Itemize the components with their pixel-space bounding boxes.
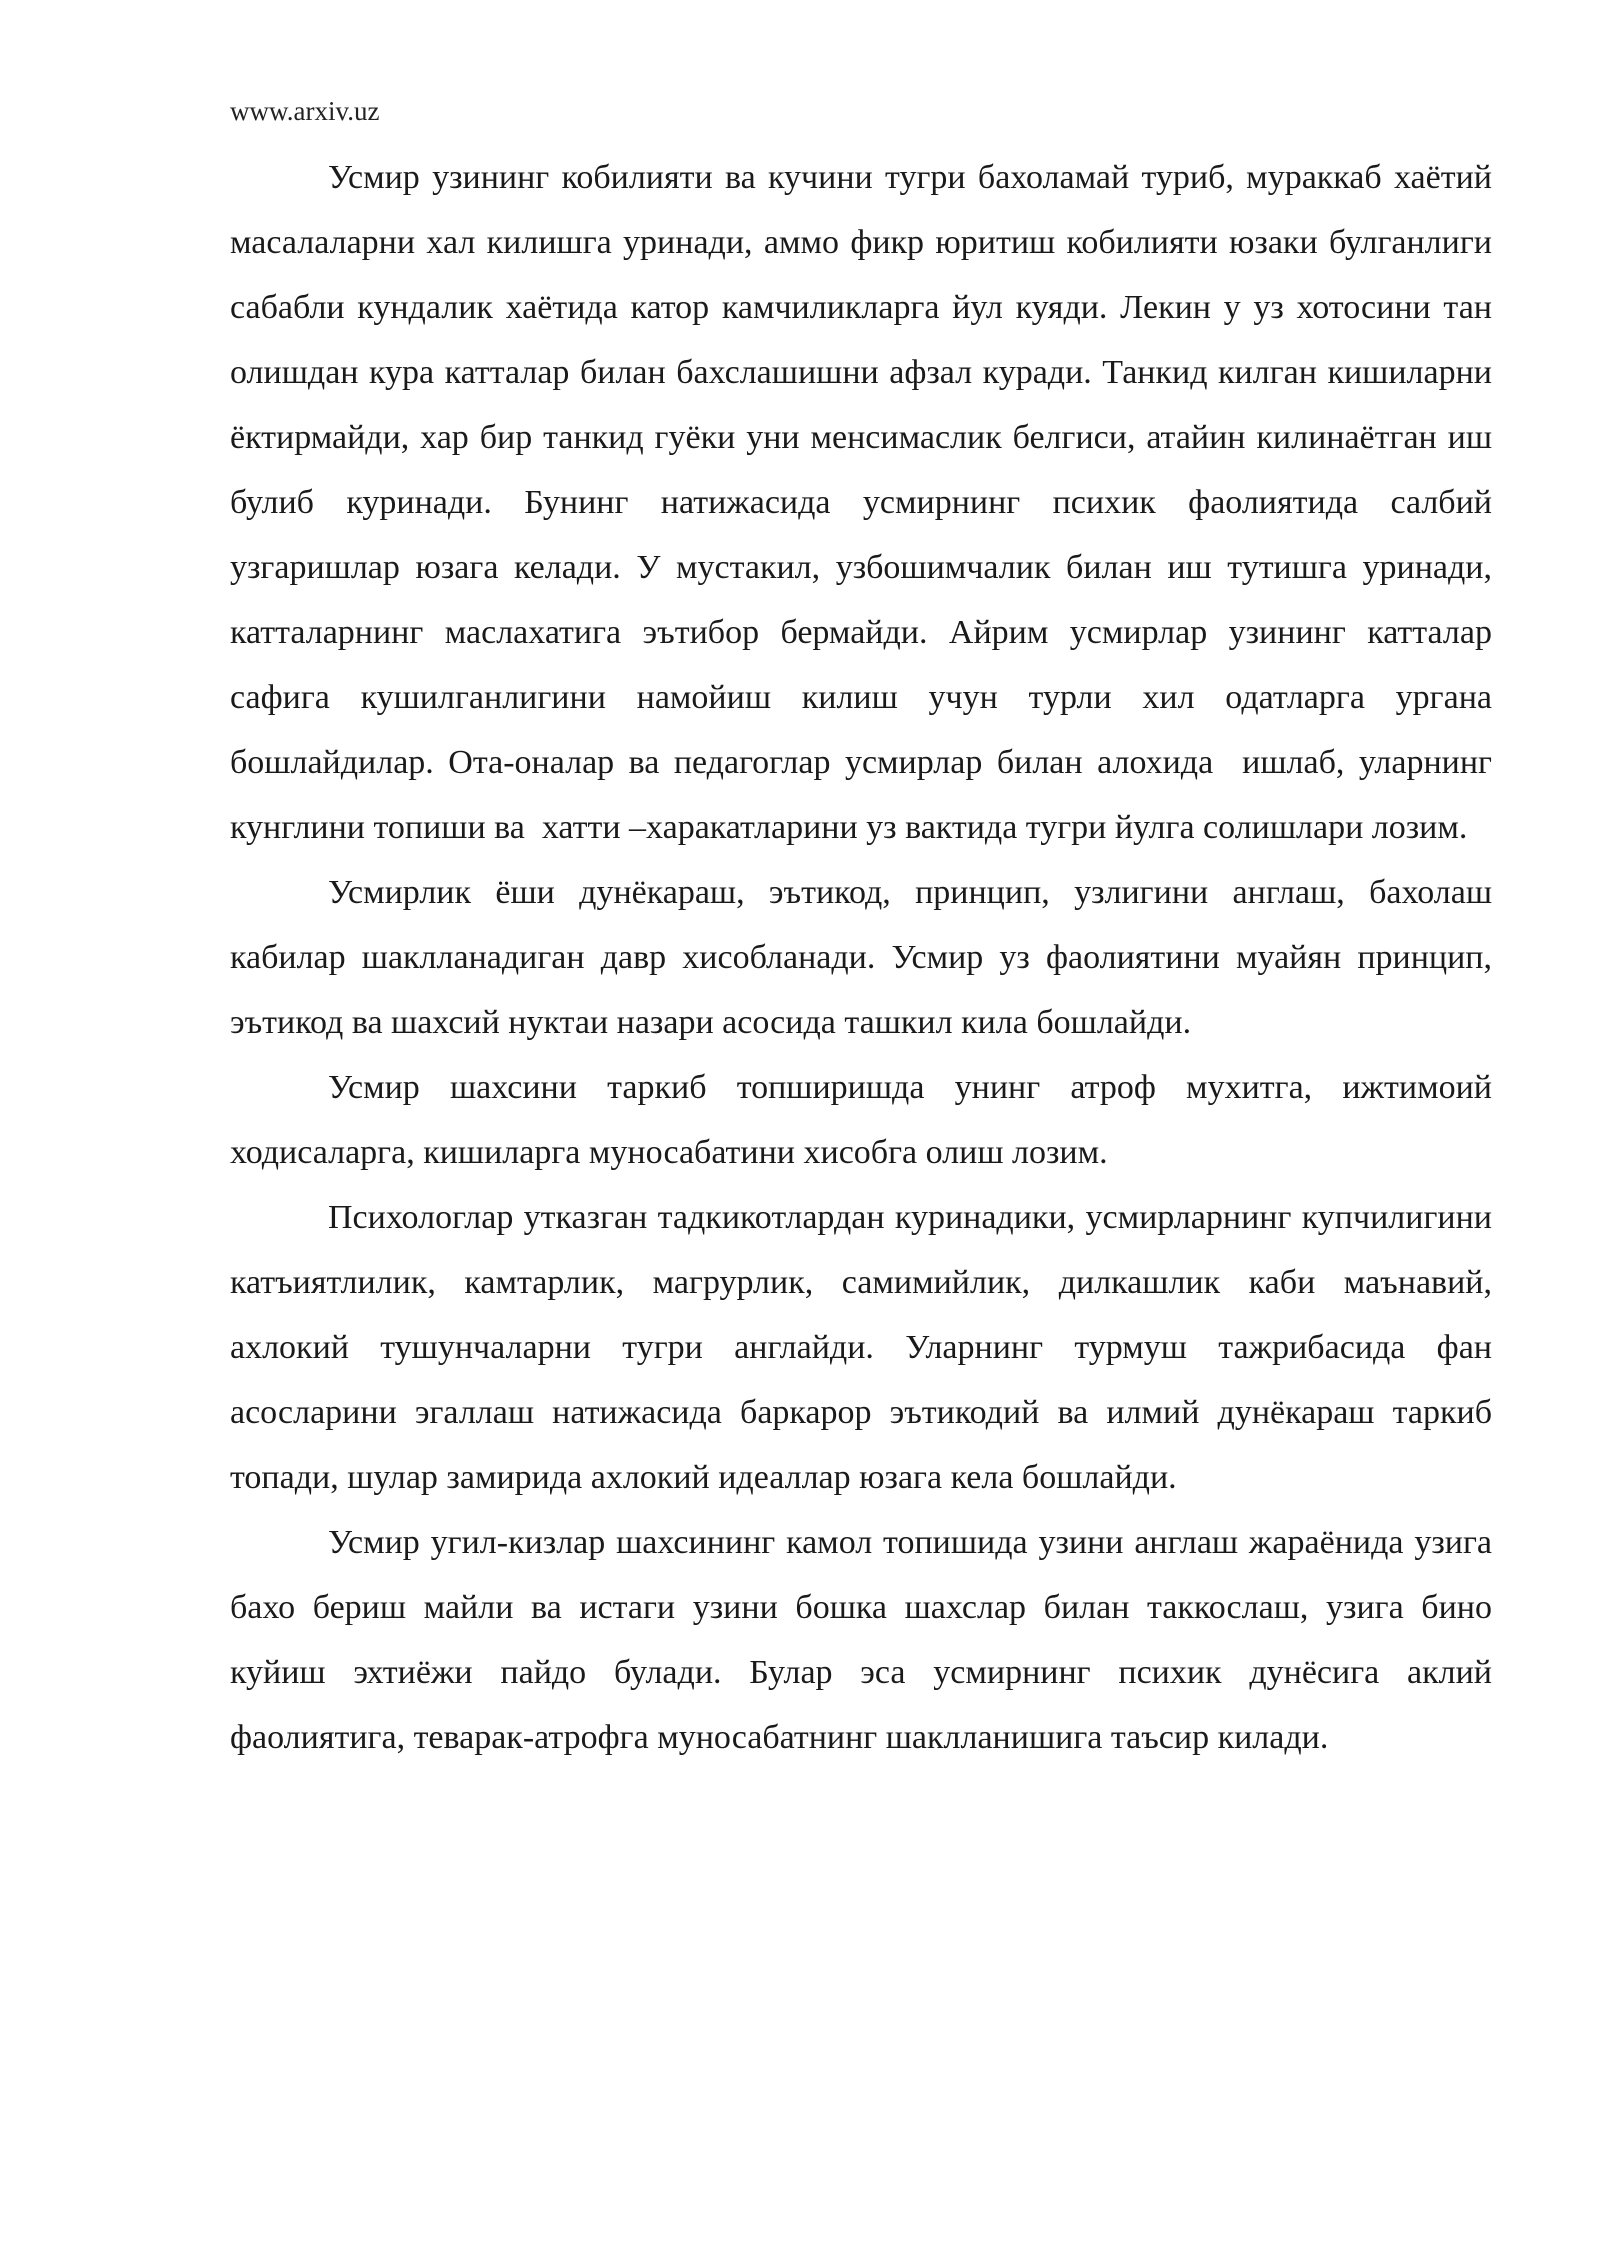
paragraph: Усмирлик ёши дунёкараш, эътикод, принцип, узлигини англаш, бахолаш кабилар шаклланадиган давр хисобланади. Усмир уз фаолиятини муайян принцип, эътикод ва шахсий нуктаи назари асосида ташкил кила бошлайди. [230, 874, 1501, 1041]
source-url: www.arxiv.uz [230, 96, 380, 126]
document-body [230, 145, 1501, 1770]
paragraph: Усмир шахсини таркиб топширишда унинг атроф мухитга, ижтимоий ходисаларга, кишиларга муносабатини хисобга олиш лозим. [230, 1069, 1501, 1171]
paragraph: Усмир угил-кизлар шахсининг камол топишида узини англаш жараёнида узига бахо бериш майли ва истаги узини бошка шахслар билан таккослаш, узига бино куйиш эхтиёжи пайдо булади. Булар эса усмирнинг психик дунёсига аклий фаолиятига, теварак-атрофга муносабатнинг шаклланишига таъсир килади. [230, 1524, 1501, 1756]
paragraph: Психологлар утказган тадкикотлардан куринадики, усмирларнинг купчилигини катъиятлилик, камтарлик, магрурлик, самимийлик, дилкашлик каби маънавий, ахлокий тушунчаларни тугри англайди. Уларнинг турмуш тажрибасида фан асосларини эгаллаш натижасида баркарор эътикодий ва илмий дунёкараш таркиб топади, шулар замирида ахлокий идеаллар юзага кела бошлайди. [230, 1199, 1501, 1496]
paragraph: Усмир узининг кобилияти ва кучини тугри бахоламай туриб, мураккаб хаётий масалаларни хал килишга уринади, аммо фикр юритиш кобилияти юзаки булганлиги сабабли кундалик хаётида катор камчиликларга йул куяди. Лекин у уз хотосини тан олишдан кура катталар билан бахслашишни афзал куради. Танкид килган кишиларни ёктирмайди, хар бир танкид гуёки уни менсимаслик белгиси, атайин килинаётган иш булиб куринади. Бунинг натижасида усмирнинг психик фаолиятида салбий узгаришлар юзага келади. У мустакил, узбошимчалик билан иш тутишга уринади, катталарнинг маслахатига эътибор бермайди. Айрим усмирлар узининг катталар сафига кушилганлигини намойиш килиш учун турли хил одатларга ургана бошлайдилар. Ота-оналар ва педагоглар усмирлар билан алохида ишлаб, уларнинг кунглини топиши ва хатти –харакатларини уз вактида тугри йулга солишлари лозим. [230, 159, 1501, 846]
